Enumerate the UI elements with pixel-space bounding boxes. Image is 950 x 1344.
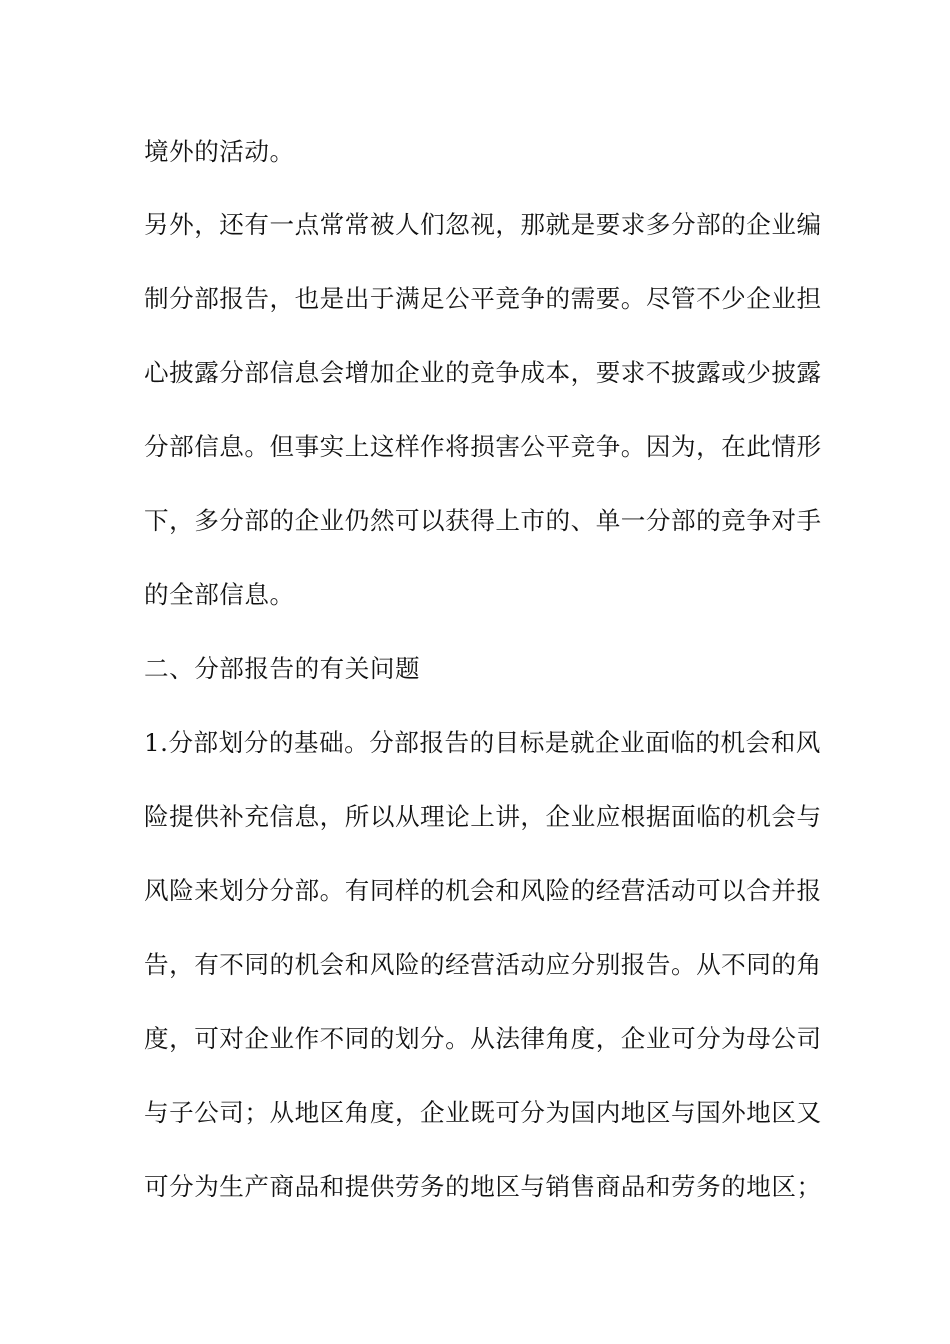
section-heading: 二、分部报告的有关问题 <box>144 654 421 683</box>
text-line-12: 告，有不同的机会和风险的经营活动应分别报告。从不同的角 <box>144 950 822 979</box>
text-line-4: 心披露分部信息会增加企业的竞争成本，要求不披露或少披露 <box>144 358 822 387</box>
text-line-1: 境外的活动。 <box>144 137 295 166</box>
text-line-3: 制分部报告，也是出于满足公平竞争的需要。尽管不少企业担 <box>144 284 822 313</box>
text-line-5: 分部信息。但事实上这样作将损害公平竞争。因为，在此情形 <box>144 432 822 461</box>
text-line-15: 可分为生产商品和提供劳务的地区与销售商品和劳务的地区； <box>144 1172 822 1201</box>
text-line-9: 1.分部划分的基础。分部报告的目标是就企业面临的机会和风 <box>144 728 821 757</box>
text-line-10: 险提供补充信息，所以从理论上讲，企业应根据面临的机会与 <box>144 802 822 831</box>
text-line-13: 度，可对企业作不同的划分。从法律角度，企业可分为母公司 <box>144 1024 822 1053</box>
text-line-11: 风险来划分分部。有同样的机会和风险的经营活动可以合并报 <box>144 876 822 905</box>
text-line-7: 的全部信息。 <box>144 580 295 609</box>
text-line-2: 另外，还有一点常常被人们忽视，那就是要求多分部的企业编 <box>144 210 822 239</box>
text-line-14: 与子公司；从地区角度，企业既可分为国内地区与国外地区又 <box>144 1098 822 1127</box>
text-line-6: 下，多分部的企业仍然可以获得上市的、单一分部的竞争对手 <box>144 506 822 535</box>
